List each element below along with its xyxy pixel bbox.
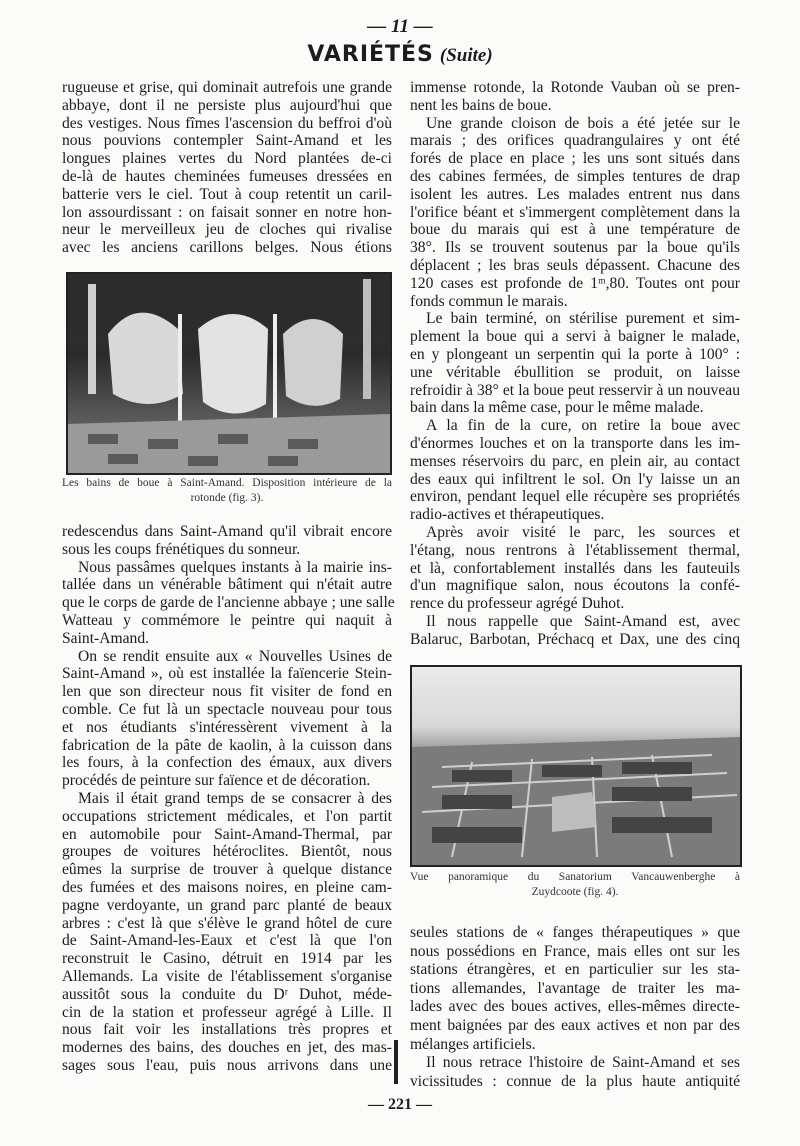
text-line: nous pouvions contempler Saint-Amand et les — [62, 132, 392, 150]
paragraph — [410, 1054, 740, 1091]
text-line: pagne verdoyante, un grand parc planté de beaux — [62, 896, 392, 914]
text-line: Une grande cloison de bois a été jetée sur le — [426, 114, 740, 132]
right-column-top — [410, 79, 740, 649]
paragraph — [410, 310, 740, 417]
text-line: vicissitudes : connue de la plus haute antiquité — [410, 1072, 740, 1090]
text-line: refroidir à 38° et la boue peut resservir à un nouveau — [410, 381, 740, 399]
paragraph — [410, 524, 740, 613]
text-line: forés de place en place ; les uns sont situés dans — [410, 150, 740, 168]
text-line: batterie vers le ciel. Tout à coup retentit un caril- — [62, 185, 392, 203]
text-line: avec les anciens carillons belges. Nous étions — [62, 239, 392, 257]
text-line: mélanges artificiels. — [410, 1035, 536, 1053]
text-line: seules stations de « fanges thérapeutiques » que — [410, 924, 740, 941]
figure-3-mud-baths-photo — [66, 272, 392, 475]
text-line: cin de la station et professeur agrégé à Lille. Il — [62, 1003, 392, 1021]
text-line: Il nous retrace l'histoire de Saint-Amand et ses — [426, 1054, 740, 1072]
text-line: occupations strictement médicales, et l'on partit — [62, 807, 392, 825]
figure-3-caption — [62, 476, 392, 506]
text-line: nous fait voir les installations très propres et — [62, 1021, 392, 1039]
text-line: eûmes la surprise de trouver à quelque distance — [62, 861, 392, 879]
figure-3-caption-line: Les bains de boue à Saint-Amand. Disposition intérieure de la — [62, 477, 392, 489]
text-line: boue du marais qui est à une température de — [410, 221, 740, 239]
text-line: tions allemandes, l'avantage de traiter les ma- — [410, 979, 740, 997]
text-line: une véritable ébullition se produit, on laisse — [410, 363, 740, 381]
text-line: des eaux qui infiltrent le sol. On l'y laisse un an — [410, 470, 740, 488]
page-marker: — 11 — — [367, 16, 433, 37]
text-line: Balaruc, Barbotan, Préchacq et Dax, une des cinq — [410, 630, 740, 648]
text-line: les fours, à la confection des émaux, aux divers — [62, 754, 392, 772]
text-line: marais ; des orifices quadrangulaires y ont été — [410, 132, 740, 150]
text-line: que le corps de garde de l'ancienne abbaye ; une salle — [62, 594, 395, 612]
text-line: groupes de voitures hétéroclites. Bientôt, nous — [62, 843, 392, 861]
text-line: stations étrangères, et en particulier sur les sta- — [410, 961, 740, 979]
text-line: d'un magnifique salon, nous écoutons la confé- — [410, 577, 740, 595]
paragraph — [410, 115, 740, 311]
paragraph — [410, 417, 740, 524]
right-column-bottom — [410, 924, 740, 1091]
paragraph — [62, 558, 395, 648]
text-line: abbaye, dont il ne persiste plus aujourd'hui que — [62, 96, 392, 114]
page-number: — 221 — — [368, 1096, 432, 1113]
text-line: de Saint-Amand-les-Eaux et c'est là que l'on — [62, 932, 392, 950]
text-line: A la fin de la cure, on retire la boue avec — [426, 417, 740, 435]
text-line: Saint-Amand », où est installée la faïencerie Stein- — [62, 665, 392, 683]
text-line: ment baignées par des eaux actives et non par des — [410, 1016, 740, 1034]
text-line: redescendus dans Saint-Amand qu'il vibrait encore — [62, 523, 392, 540]
text-line: Allemands. La visite de l'établissement s'organise — [62, 967, 392, 985]
margin-mark — [394, 1040, 398, 1084]
text-line: longues plaines vertes du Nord plantées de-ci — [62, 150, 392, 168]
section-title-suite: (Suite) — [439, 45, 493, 66]
text-line: arbres : c'est là que s'élève le grand hôtel de cure — [62, 914, 392, 932]
text-line: sages sous l'eau, puis nous arrivons dans une — [62, 1056, 392, 1074]
text-line: en y plongeant un serpentin qui la porte à 100° : — [410, 345, 740, 363]
text-line: Le bain terminé, on stérilise purement et sim- — [426, 310, 740, 328]
figure-4-illustration — [412, 667, 740, 865]
text-line: comble. Ce fut là un spectacle nouveau pour tous — [62, 700, 392, 718]
paragraph — [410, 79, 740, 115]
figure-4-caption-line: Vue panoramique du Sanatorium Vancauwenberghe à — [410, 871, 740, 883]
text-line: len que son directeur nous fit visiter de fond en — [62, 683, 392, 701]
paragraph — [410, 924, 740, 1054]
text-line: de-là de hautes cheminées fumeuses dressées en — [62, 167, 392, 185]
text-line: des vestiges. Nous fîmes l'ascension du beffroi d'où — [62, 114, 392, 132]
text-line: procédés de peinture sur faïence et de décoration. — [62, 772, 371, 790]
text-line: des cabines fermées, de simples tentures de drap — [410, 167, 740, 185]
text-line: tallée dans un vénérable bâtiment qui n'était autre — [62, 576, 392, 594]
figure-4-sanatorium-photo — [410, 665, 742, 867]
text-line: radio-actives et thérapeutiques. — [410, 506, 605, 524]
figure-4-caption-line: Zuydcoote (fig. 4). — [531, 886, 619, 898]
text-line: bain dans la même case, pour le même malade. — [410, 399, 704, 417]
text-line: reconstruit le Casino, détruit en 1914 par les — [62, 950, 392, 968]
paragraph — [62, 648, 392, 790]
text-line: l'étang, nous rentrons à l'établissement thermal, — [410, 541, 740, 559]
text-line: lades avec des boues actives, elles-mêmes directe- — [410, 998, 740, 1016]
text-line: d'énormes louches et on la transporte dans les im- — [410, 434, 740, 452]
text-line: modernes des bains, des douches en jet, des mas- — [62, 1039, 392, 1057]
text-line: isolent les autres. Les malades entrent nus dans — [410, 185, 740, 203]
text-line: et là, confortablement installés dans les fauteuils — [410, 559, 740, 577]
text-line: sous les coups frénétiques du sonneur. — [62, 540, 301, 558]
figure-4-caption — [410, 870, 740, 900]
text-line: environ, pendant lequel elle récupère ses propriétés — [410, 488, 740, 506]
text-line: Il nous rappelle que Saint-Amand est, avec — [426, 612, 740, 630]
text-line: rence du professeur agrégé Duhot. — [410, 595, 625, 613]
text-line: fonds commun le marais. — [410, 292, 568, 310]
text-line: Saint-Amand. — [62, 629, 150, 647]
section-title — [0, 42, 800, 67]
text-line: neur le merveilleux jeu de cloches qui rivalise — [62, 221, 392, 239]
section-title-main: VARIÉTÉS — [307, 42, 434, 67]
text-line: 120 cases est profonde de 1ᵐ,80. Toutes ont pour — [410, 274, 740, 292]
paragraph — [62, 523, 392, 559]
text-line: On se rendit ensuite aux « Nouvelles Usines de — [78, 647, 392, 665]
figure-3-caption-line: rotonde (fig. 3). — [190, 492, 264, 504]
text-line: rugueuse et grise, qui dominait autrefois une grande — [62, 79, 392, 96]
text-line: l'orifice béant et s'immergent complètement dans la — [410, 203, 740, 221]
text-line: lon assourdissant : on faisait sonner en notre hon- — [62, 203, 392, 221]
text-line: 38°. Ils se trouvent soutenus par la boue qu'ils — [410, 239, 740, 257]
text-line: aussitôt sous la conduite du Dʳ Duhot, méde- — [62, 985, 392, 1003]
text-line: déplacent ; les bras seuls dépassent. Chacune des — [410, 256, 740, 274]
text-line: des fumées et des maisons noires, en pleine cam- — [62, 878, 392, 896]
paragraph — [62, 790, 392, 1075]
text-line: fabrication de la pâte de kaolin, à la cuisson dans — [62, 736, 392, 754]
text-line: Watteau y commémore le peintre qui naquit à — [62, 611, 392, 629]
text-line: Nous passâmes quelques instants à la mairie ins- — [78, 558, 392, 576]
text-line: Mais il était grand temps de se consacrer à des — [78, 789, 392, 807]
text-line: nent les bains de boue. — [410, 96, 552, 114]
paragraph — [62, 79, 392, 257]
paragraph — [410, 613, 740, 649]
text-line: Après avoir visité le parc, les sources et — [426, 523, 740, 541]
text-line: immense rotonde, la Rotonde Vauban où se pren- — [410, 79, 740, 96]
text-line: nous possédions en France, mais elles ont sur les — [410, 942, 740, 960]
left-column-top — [62, 79, 392, 257]
text-line: en automobile pour Saint-Amand-Thermal, par — [62, 825, 392, 843]
figure-3-illustration — [68, 274, 390, 473]
text-line: plement la boue qui a servi à baigner le malade, — [410, 328, 740, 346]
text-line: menses réservoirs du parc, en plein air, au contact — [410, 452, 740, 470]
left-column-bottom — [62, 523, 395, 1075]
text-line: et nos étudiants s'intéressèrent vivement à la — [62, 718, 392, 736]
